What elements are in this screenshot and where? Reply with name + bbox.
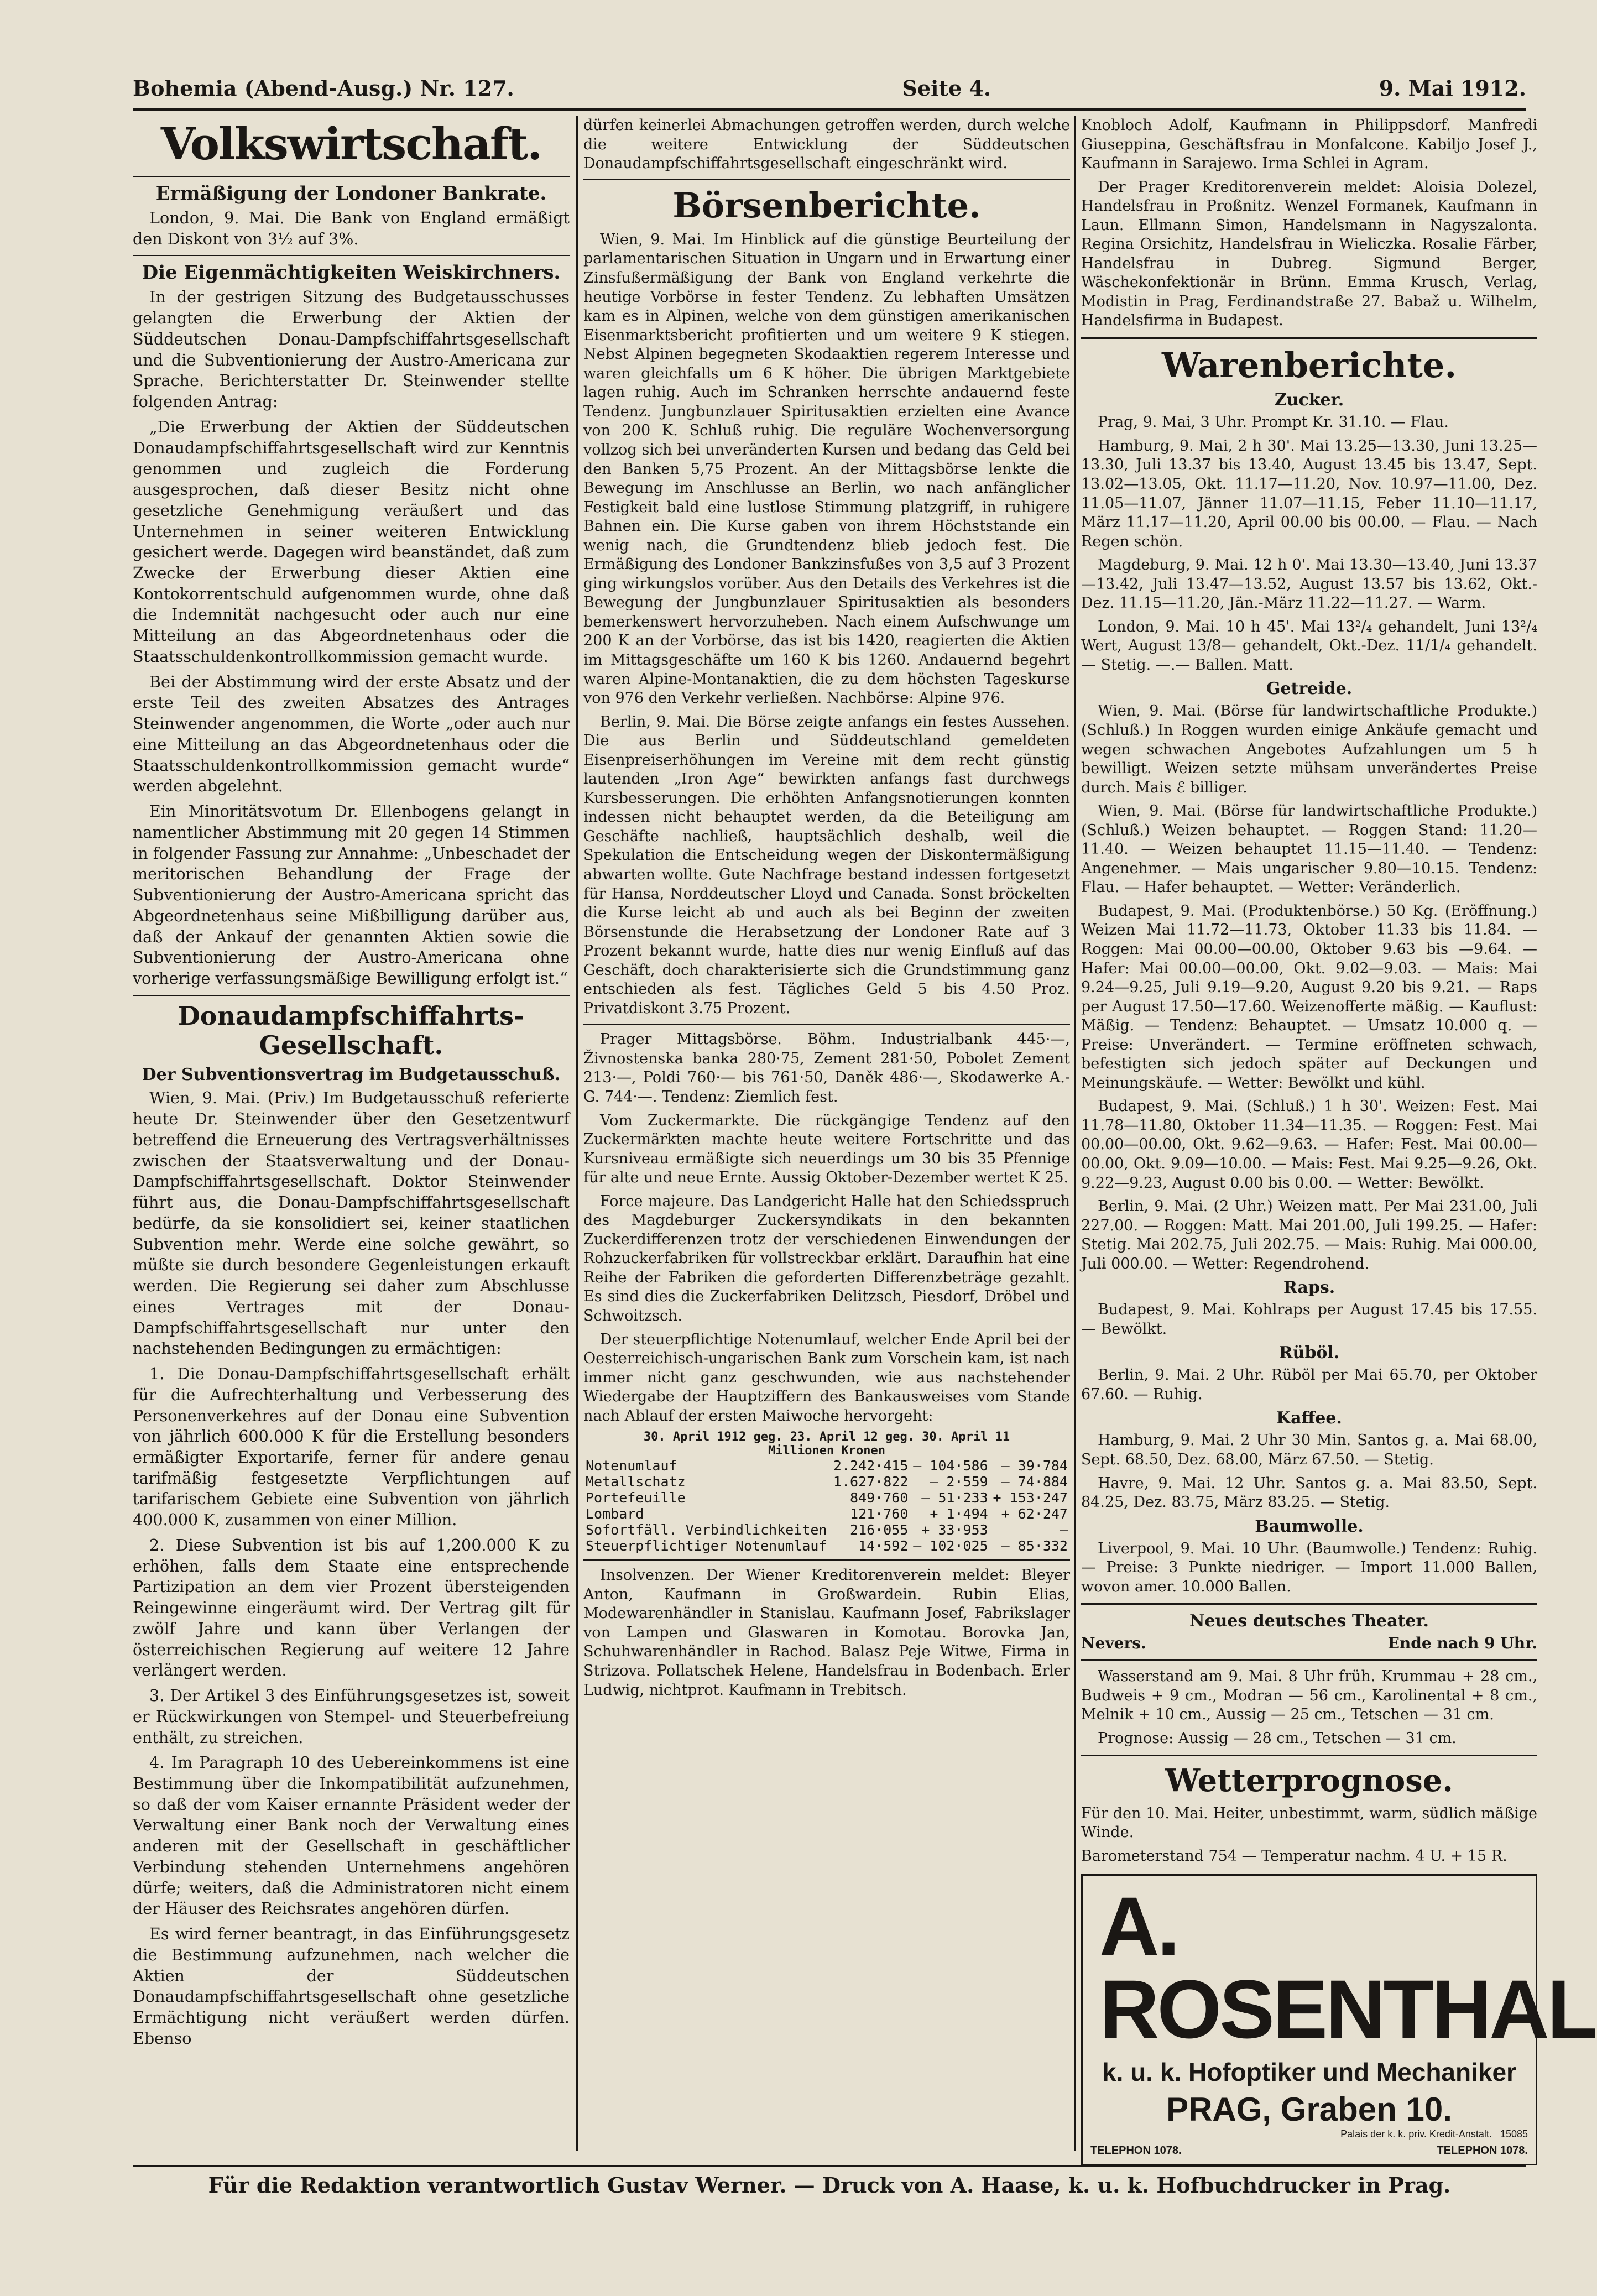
water-level: Wasserstand am 9. Mai. 8 Uhr früh. Krummau + 28 cm., Budweis + 9 cm., Modran — 56 cm., Karolinental + 8 cm., Melnik + 10 cm., Aussig — 25 cm., Tetschen — 31 cm. (1081, 1668, 1537, 1724)
divider (133, 176, 570, 177)
header-right: 9. Mai 1912. (1379, 75, 1526, 101)
cell-change-year: — 74·884 (1001, 1474, 1068, 1490)
article-paragraph: Prager Mittagsbörse. Böhm. Industrialbank 445·—, Živnostenska banka 280·75, Zement 281·50, Pobolet Zement 213·—, Poldi 760·— bis 761·50, Daněk 486·—, Skodawerke A.-G. 744·—. Tendenz: Ziemlich fest. (583, 1031, 1070, 1105)
commodity-heading: Rüböl. (1278, 1343, 1340, 1363)
article-paragraph: Ein Minoritätsvotum Dr. Ellenbogens gelangt in namentlicher Abstimmung mit 20 gegen 14 Stimmen in folgender Fassung zur Annahme: „Unbeschadet der meritorischen Behandlung der Frage der Subventionierung der Austro-Americana spricht das Abgeordnetenhaus seine Mißbilligung darüber aus, daß der Ankauf der genannten Aktien sowie die Subventionierung der Austro-Americana ohne vorherige verfassungsmäßige Bewilligung erfolgt ist.“ (133, 802, 570, 988)
cell-value: 1.627·822 (833, 1474, 909, 1490)
market-report: Liverpool, 9. Mai. 10 Uhr. (Baumwolle.) Tendenz: Ruhig. — Preise: 3 Punkte niedriger. — Import 11.000 Ballen, wovon amer. 10.000 Ballen. (1081, 1540, 1537, 1595)
article-paragraph: Vom Zuckermarkte. Die rückgängige Tendenz auf den Zuckermärkten machte heute weitere Fortschritte und das Kursniveau ermäßigte sich neuerdings um 30 bis 35 Pfennige für alte und neue Ernte. Aussig Oktober-Dezember wertet K 25. (583, 1112, 1070, 1187)
market-report: Budapest, 9. Mai. Kohlraps per August 17.45 bis 17.55. — Bewölkt. (1081, 1301, 1537, 1338)
commodity-heading: Raps. (1283, 1278, 1335, 1298)
bank-statement-table (583, 1458, 1070, 1554)
article-paragraph: Wien, 9. Mai. Im Hinblick auf die günstige Beurteilung der parlamentarischen Situation in Ungarn und in Erwartung einer Zinsfußermäßigung der Bank von England verkehrte die heutige Vorbörse in fester Tendenz. Zu lebhaften Umsätzen kam es in Alpinen, welche von dem günstigen amerikanischen Eisenmarktsbericht profitierten und um weitere 9 K stiegen. Nebst Alpinen begegneten Skodaaktien regerem Interesse und waren gleichfalls um 6 K höher. Die übrigen Marktgebiete lagen ruhig. Auch im Schranken herrschte andauernd feste Tendenz. Jungbunzlauer Spiritusaktien erzielten eine Avance von 200 K. Schluß ruhig. Die reguläre Wochenversorgung vollzog sich bei unveränderten Kursen und bedang das Geld bei den Banken 5,75 Prozent. An der Mittagsbörse lenkte die Bewegung im Anschlusse an Berlin, wo nach anfänglicher Festigkeit bald eine lustlose Stimmung platzgriff, in ruhigere Bahnen ein. Die Kurse gaben von ihrem Höchststande ein wenig nach, die Grundtendenz blieb jedoch fest. Die Ermäßigung des Londoner Bankzinsfußes von 3,5 auf 3 Prozent ging wirkungslos vorüber. Aus den Details des Verkehres ist die Bewegung der Jungbunzlauer Spiritusaktien als besonders bemerkenswert hervorzuheben. Nach einem Aufschwunge um 200 K an der Vorbörse, das ist bis 1420, reagierten die Aktien im Mittagsgeschäfte um 160 K bis 1260. Andauernd begehrt waren Alpine-Montanaktien, die zu dem höchsten Tageskurse von 976 den Verkehr verließen. Nachbörse: Alpine 976. (583, 231, 1070, 707)
article-paragraph: dürfen keinerlei Abmachungen getroffen werden, durch welche die weitere Entwicklung der Süddeutschen Donaudampfschiffahrtsgesellschaft eingeschränkt wird. (583, 117, 1070, 173)
advertiser-name: A. ROSENTHAL (1099, 1879, 1596, 2055)
advertiser-address: PRAG, Graben 10. (1166, 2090, 1452, 2128)
cell-change-week: — 51·233 (921, 1490, 988, 1506)
market-report: Berlin, 9. Mai. (2 Uhr.) Weizen matt. Per Mai 231.00, Juli 227.00. — Roggen: Matt. Mai 201.00, Juli 199.25. — Hafer: Stetig. Mai 202.75, Juli 202.75. — Mais: Ruhig. Mai 000.00, Juli 000.00. — Wetter: Regendrohend. (1081, 1198, 1537, 1272)
page-header (133, 71, 1526, 105)
article-paragraph: Bei der Abstimmung wird der erste Absatz und der erste Teil des zweiten Absatzes des Antrages Steinwender angenommen, die Worte „oder auch nur eine Mitteilung an das Abgeordnetenhaus oder die Staatsschuldenkontrollkommission gemacht wurde“ werden abgelehnt. (133, 672, 570, 796)
article-paragraph: Force majeure. Das Landgericht Halle hat den Schiedsspruch des Magdeburger Zuckersyndikats in den bekannten Zuckerdifferenzen trotz der verschiedenen Einwendungen der Rohzuckerfabriken für vollstreckbar erklärt. Daraufhin hat eine Reihe der Fabriken die geforderten Differenzbeträge gezahlt. Es sind dies die Zuckerfabriken Delitzsch, Piesdorf, Dröbel und Schwoitzsch. (583, 1192, 1070, 1325)
section-title: Volkswirtschaft. (160, 118, 542, 170)
column-2 (583, 116, 1070, 2151)
cell-value: 849·760 (850, 1490, 909, 1506)
table-row (583, 1474, 1070, 1490)
article-paragraph: 4. Im Paragraph 10 des Uebereinkommens ist eine Bestimmung über die Inkompatibilität aufzunehmen, so daß der vom Kaiser ernannte Präsident weder der Verwaltung einer Bank noch der Verwaltung eines anderen mit der Gesellschaft in geschäftlicher Verbindung stehenden Unternehmens angehören dürfe; weiters, daß die Administratoren nicht einem der Häuser des Reichsrates angehören dürfen. (133, 1753, 570, 1918)
header-left: Bohemia (Abend-Ausg.) Nr. 127. (133, 75, 514, 101)
advertiser-number: 15085 (1500, 2128, 1528, 2140)
article-paragraph: Knobloch Adolf, Kaufmann in Philippsdorf. Manfredi Giuseppina, Geschäftsfrau in Monfalcone. Kabiljo Josef J., Kaufmann in Sarajewo. Irma Schlei in Agram. (1081, 117, 1537, 173)
cell-value: 216·055 (850, 1522, 909, 1538)
column-rule (1074, 116, 1076, 2151)
divider (133, 995, 570, 996)
commodity-heading: Zucker. (1274, 390, 1344, 410)
cell-change-year: + 62·247 (1001, 1506, 1068, 1522)
table-row (583, 1490, 1070, 1506)
divider (583, 179, 1070, 180)
cell-change-week: — 2·559 (930, 1474, 988, 1490)
theater-end: Ende nach 9 Uhr. (1387, 1634, 1537, 1653)
column-rule (576, 116, 578, 2151)
telephon-right: TELEPHON 1078. (1437, 2144, 1528, 2157)
weather-headline: Wetterprognose. (1165, 1762, 1453, 1799)
market-report: Wien, 9. Mai. (Börse für landwirtschaftliche Produkte.) (Schluß.) Weizen behauptet. — Roggen Stand: 11.20—11.40. — Weizen behauptet 11.15—11.40. — Tendenz: Angenehmer. — Mais ungarischer 9.80—10.15. Tendenz: Flau. — Hafer behauptet. — Wetter: Veränderlich. (1081, 802, 1537, 896)
article-paragraph: „Die Erwerbung der Aktien der Süddeutschen Donaudampfschiffahrtsgesellschaft wird zur Kenntnis genommen und zugleich die Forderung ausgesprochen, daß dieser Besitz nicht ohne gesetzliche Genehmigung veräußert und das Unternehmen in seiner weiteren Entwicklung gesichert werde. Dagegen wird beanständet, daß zum Zwecke der Erwerbung dieser Aktien eine Kontokorrentschuld aufgenommen wurde, ohne daß die Indemnität nachgesucht oder auch nur eine Mitteilung an das Abgeordnetenhaus oder die Staatsschuldenkontrollkommission gemacht wurde. (133, 417, 570, 666)
table-header: 30. April 1912 geg. 23. April 12 geg. 30. April 11 (643, 1430, 1010, 1444)
article-paragraph: 3. Der Artikel 3 des Einführungsgesetzes ist, soweit er Rückwirkungen von Stempel- und Steuerbefreiung enthält, zu streichen. (133, 1686, 570, 1747)
section-headline: Warenberichte. (1161, 345, 1457, 386)
row-label: Steuerpflichtiger Notenumlauf (586, 1538, 827, 1554)
table-row (583, 1506, 1070, 1522)
water-prognosis: Prognose: Aussig — 28 cm., Tetschen — 31 cm. (1098, 1729, 1457, 1747)
article-paragraph: Es wird ferner beantragt, in das Einführungsgesetz die Bestimmung aufzunehmen, nach welcher die Aktien der Süddeutschen Donaudampfschiffahrtsgesellschaft ohne gesetzliche Ermächtigung nicht veräußert werden dürfen. Ebenso (133, 1924, 570, 2048)
cell-change-week: + 33·953 (921, 1522, 988, 1538)
cell-value: 2.242·415 (833, 1458, 909, 1474)
article-paragraph: 1. Die Donau-Dampfschiffahrtsgesellschaft erhält für die Aufrechterhaltung und Verbesserung des Personenverkehres auf der Donau eine Subvention von jährlich 600.000 K für die Erstellung besonders ermäßigter Exportarife, ferner für andere genau tarifmäßig festgesetzte Verpflichtungen auf tarifarischem Gebiete eine Subvention von jährlich 400.000 K, zusammen von einer Million. (133, 1364, 570, 1530)
article-paragraph: Berlin, 9. Mai. Die Börse zeigte anfangs ein festes Aussehen. Die aus Berlin und Süddeutschland gemeldeten Eisenpreiserhöhungen im Vereine mit dem recht günstig lautenden „Iron Age“ bewirkten anfangs fast durchwegs Kursbesserungen. Die erhöhten Anfangsnotierungen konnten indessen nicht behauptet werden, da die Beteiligung am Geschäfte nachließ, hauptsächlich deshalb, weil die Spekulation die Entscheidung wegen der Diskontermäßigung abwarten wollte. Gute Nachfrage bestand indessen fortgesetzt für Hansa, Norddeutscher Lloyd und Canada. Sonst bröckelten die Kurse leicht ab und auch als bei Beginn der zweiten Börsenstunde die Herabsetzung der Londoner Rate auf 3 Prozent bekannt wurde, hatte dies nur wenig Einfluß auf das Geschäft, doch charakterisierte sich die Grundstimmung ganz entschieden als fest. Tägliches Geld 5 bis 4.50 Proz. Privatdiskont 3.75 Prozent. (583, 713, 1070, 1017)
article-paragraph: 2. Diese Subvention ist bis auf 1,200.000 K zu erhöhen, falls dem Staate eine entsprechende Partizipation an dem vier Prozent übersteigenden Reingewinne eingeräumt wird. Der Vertrag gilt für zwölf Jahre und kann über Verlangen der österreichischen Regierung auf weitere 12 Jahre verlängert werden. (133, 1535, 570, 1680)
theater-row (1081, 1634, 1537, 1652)
row-label: Sofortfäll. Verbindlichkeiten (586, 1522, 827, 1538)
cell-change-week: + 1·494 (930, 1506, 988, 1522)
section-headline: Börsenberichte. (672, 185, 981, 226)
market-report: Magdeburg, 9. Mai. 12 h 0'. Mai 13.30—13.40, Juni 13.37—13.42, Juli 13.47—13.52, August 13.57 bis 13.62, Okt.-Dez. 11.15—11.20, Jän.-März 11.22—11.27. — Warm. (1081, 556, 1537, 612)
divider (1081, 1755, 1537, 1756)
table-row (583, 1458, 1070, 1474)
article-paragraph: In der gestrigen Sitzung des Budgetausschusses gelangten die Erwerbung der Aktien der Süddeutschen Donau-Dampfschiffahrtsgesellschaft und die Subventionierung der Austro-Americana zur Sprache. Berichterstatter Dr. Steinwender stellte folgenden Antrag: (133, 288, 570, 411)
divider (583, 1024, 1070, 1025)
divider (1081, 1603, 1537, 1605)
divider (583, 1559, 1070, 1561)
market-report: Berlin, 9. Mai. 2 Uhr. Rüböl per Mai 65.70, per Oktober 67.60. — Ruhig. (1081, 1366, 1537, 1403)
rosenthal-advertisement (1081, 1874, 1596, 2165)
cell-change-year: — 39·784 (1001, 1458, 1068, 1474)
commodity-heading: Kaffee. (1276, 1408, 1342, 1428)
telephon-left: TELEPHON 1078. (1090, 2144, 1182, 2157)
article-headline: Die Eigenmächtigkeiten Weiskirchners. (142, 262, 561, 284)
header-rule (133, 108, 1526, 111)
market-report: Havre, 9. Mai. 12 Uhr. Santos g. a. Mai 83.50, Sept. 84.25, Dez. 83.75, März 83.25. — Stetig. (1081, 1474, 1537, 1511)
market-report: Prag, 9. Mai, 3 Uhr. Prompt Kr. 31.10. — Flau. (1098, 414, 1449, 431)
advertiser-title: k. u. k. Hofoptiker und Mechaniker (1102, 2057, 1516, 2086)
article-headline: Donaudampfschiffahrts-Gesellschaft. (178, 1000, 525, 1060)
market-report: Wien, 9. Mai. (Börse für landwirtschaftliche Produkte.) (Schluß.) In Roggen wurden einige Ankäufe gemacht und wegen schwachen Angebotes Aufzahlungen um 5 h bewilligt. Weizen setzte mühsam unverändertes Preise durch. Mais ℰ billiger. (1081, 702, 1537, 796)
column-1 (133, 116, 570, 2151)
cell-change-year: — 85·332 (1001, 1538, 1068, 1554)
article-headline: Ermäßigung der Londoner Bankrate. (155, 182, 547, 205)
weather-forecast: Für den 10. Mai. Heiter, unbestimmt, warm, südlich mäßige Winde. (1081, 1804, 1537, 1841)
divider (133, 255, 570, 256)
market-report: Budapest, 9. Mai. (Produktenbörse.) 50 Kg. (Eröffnung.) Weizen Mai 11.72—11.73, Oktober 11.33 bis 11.84. — Roggen: Mai 00.00—00.00, Oktober 9.63 bis —9.64. — Hafer: Mai 00.00—00.00, Okt. 9.02—9.03. — Mais: Mai 9.24—9.25, Juli 9.19—9.20, August 9.20 bis 9.21. — Raps per August 17.50—17.60. Weizenofferte mäßig. — Kauflust: Mäßig. — Tendenz: Behauptet. — Umsatz 10.000 q. — Preise: Unverändert. — Termine eröffneten schwach, befestigten sich jedoch später auf Deckungen und Meinungskäufe. — Wetter: Bewölkt und kühl. (1081, 902, 1537, 1092)
cell-value: 121·760 (850, 1506, 909, 1522)
article-paragraph: Insolvenzen. Der Wiener Kreditorenverein meldet: Bleyer Anton, Kaufmann in Großwardein. Rubin Elias, Modewarenhändler in Stanislau. Kaufmann Josef, Fabrikslager von Lampen und Glaswaren in Komotau. Borovka Jan, Schuhwarenhändler in Rachod. Balasz Peje Witwe, Firma in Strizova. Pollatschek Helene, Handelsfrau in Bodenbach. Erler Ludwig, nichtprot. Kaufmann in Trebitsch. (583, 1567, 1070, 1699)
advertiser-palais: Palais der k. k. priv. Kredit-Anstalt. (1340, 2128, 1492, 2140)
table-row (583, 1538, 1070, 1554)
row-label: Portefeuille (586, 1490, 686, 1506)
market-report: Hamburg, 9. Mai. 2 Uhr 30 Min. Santos g. a. Mai 68.00, Sept. 68.50, Dez. 68.00, März 67.50. — Stetig. (1081, 1432, 1537, 1469)
row-label: Notenumlauf (586, 1458, 677, 1474)
theater-heading: Neues deutsches Theater. (1189, 1611, 1429, 1631)
table-subheader: Millionen Kronen (768, 1444, 885, 1458)
divider (1081, 337, 1537, 339)
cell-change-week: — 104·586 (913, 1458, 988, 1474)
barometer-reading: Barometerstand 754 — Temperatur nachm. 4 U. + 15 R. (1081, 1847, 1507, 1865)
commodity-heading: Baumwolle. (1255, 1516, 1364, 1536)
page-footer-imprint: Für die Redaktion verantwortlich Gustav Werner. — Druck von A. Haase, k. u. k. Hofbuchdrucker in Prag. (133, 2165, 1526, 2198)
article-paragraph: Der Prager Kreditorenverein meldet: Aloisia Dolezel, Handelsfrau in Proßnitz. Wenzel Formanek, Kaufmann in Laun. Ellmann Simon, Handelsmann in Nagyszalonta. Regina Orsichitz, Handelsfrau in Wieliczka. Rosalie Färber, Handelsfrau in Dubreg. Sigmund Berger, Wäschekonfektionär in Brünn. Emma Krusch, Verlag, Modistin in Prag, Ferdinandstraße 27. Babaž u. Wilhelm, Handelsfirma in Budapest. (1081, 178, 1537, 330)
article-paragraph: London, 9. Mai. Die Bank von England ermäßigt den Diskont von 3½ auf 3%. (133, 208, 570, 248)
column-3 (1081, 116, 1596, 2157)
divider (1081, 1659, 1537, 1661)
table-row (583, 1522, 1070, 1538)
theater-play: Nevers. (1081, 1634, 1146, 1653)
cell-change-week: — 102·025 (913, 1538, 988, 1554)
cell-change-year: + 153·247 (993, 1490, 1068, 1506)
market-report: Hamburg, 9. Mai, 2 h 30'. Mai 13.25—13.30, Juni 13.25—13.30, Juli 13.37 bis 13.40, August 13.45 bis 13.47, Sept. 13.02—13.05, Okt. 11.17—11.20, Nov. 10.97—11.00, Dez. 11.05—11.07, Jänner 11.07—11.15, Feber 11.10—11.17, März 11.17—11.20, April 00.00 bis 00.00. — Flau. — Nach Regen schön. (1081, 437, 1537, 550)
market-report: London, 9. Mai. 10 h 45'. Mai 13²/₄ gehandelt, Juni 13²/₄ Wert, August 13/8— gehandelt, Okt.-Dez. 11/1/₄ gehandelt. — Stetig. —.— Ballen. Matt. (1081, 618, 1537, 674)
row-label: Metallschatz (586, 1474, 686, 1490)
article-paragraph: Der steuerpflichtige Notenumlauf, welcher Ende April bei der Oesterreichisch-ungarischen Bank zum Vorschein kam, ist nach immer nicht ganz geschwunden, wie aus nachstehender Wiedergabe der Hauptziffern des Bankausweises vom Stande nach Ablauf der ersten Maiwoche hervorgeht: (583, 1330, 1070, 1424)
commodity-heading: Getreide. (1266, 679, 1353, 699)
article-subheadline: Der Subventionsvertrag im Budgetausschuß. (142, 1065, 561, 1085)
cell-value: 14·592 (858, 1538, 909, 1554)
market-report: Budapest, 9. Mai. (Schluß.) 1 h 30'. Weizen: Fest. Mai 11.78—11.80, Oktober 11.34—11.35. — Roggen: Fest. Mai 00.00—00.00, Okt. 9.62—9.63. — Hafer: Fest. Mai 00.00—00.00, Okt. 9.09—10.00. — Mais: Fest. Mai 9.25—9.26, Okt. 9.22—9.23, August 0.00 bis 0.00. — Wetter: Bewölkt. (1081, 1098, 1537, 1192)
row-label: Lombard (586, 1506, 644, 1522)
header-center: Seite 4. (902, 75, 991, 101)
article-paragraph: Wien, 9. Mai. (Priv.) Im Budgetausschuß referierte heute Dr. Steinwender über den Gesetzentwurf betreffend die Erneuerung des Vertragsverhältnisses zwischen der Staatsverwaltung und der Donau-Dampfschiffahrtsgesellschaft. Doktor Steinwender führt aus, die Donau-Dampfschiffahrtsgesellschaft bedürfe, da sie konsolidiert sei, keiner staatlichen Subvention mehr. Werde eine solche gewährt, so müßte sie durch besondere Gegenleistungen erkauft werden. Die Regierung sei daher zum Abschlusse eines Vertrages mit der Donau-Dampfschiffahrtsgesellschaft nur unter den nachstehenden Bedingungen zu ermächtigen: (133, 1088, 570, 1358)
cell-change-year: — (1059, 1522, 1068, 1538)
